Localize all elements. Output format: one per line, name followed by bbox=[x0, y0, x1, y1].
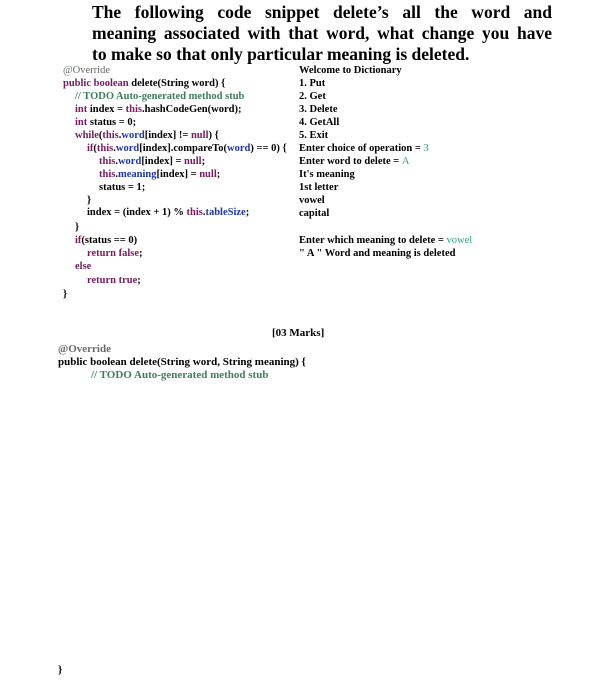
code-keyword: this bbox=[102, 130, 119, 141]
code-keyword: this bbox=[96, 143, 114, 154]
code-text: .hashCodeGen(word); bbox=[141, 104, 242, 115]
method-signature bbox=[63, 78, 225, 89]
word-null-line bbox=[99, 156, 205, 167]
console-title: Welcome to Dictionary bbox=[299, 65, 402, 76]
index-update-line bbox=[87, 207, 249, 218]
question-text bbox=[92, 2, 552, 65]
code-field: meaning bbox=[117, 169, 157, 180]
word-prompt: Enter word to delete = bbox=[299, 156, 402, 167]
code-text: ; bbox=[201, 156, 206, 167]
closing-brace-if: } bbox=[87, 195, 92, 206]
meaning-null-line bbox=[99, 169, 220, 180]
closing-brace-while: } bbox=[75, 222, 80, 233]
code-text: [index] = bbox=[141, 156, 185, 167]
choice-value: 3 bbox=[423, 143, 429, 154]
code-text: ( bbox=[93, 143, 97, 154]
code-text: . bbox=[113, 143, 116, 154]
code-text: . bbox=[118, 130, 122, 141]
code-text: ; bbox=[137, 275, 141, 286]
code-text: index = (index + 1) % bbox=[87, 207, 187, 218]
code-text: ) { bbox=[208, 130, 219, 141]
code-field: tableSize bbox=[205, 207, 246, 218]
code-keyword: true bbox=[118, 275, 138, 286]
menu-item-delete: 3. Delete bbox=[299, 104, 338, 115]
code-keyword: null bbox=[184, 156, 202, 167]
code-text: ; bbox=[139, 248, 143, 259]
index-declaration bbox=[75, 104, 241, 115]
code-text: index = bbox=[87, 104, 126, 115]
return-false-line bbox=[87, 248, 143, 259]
choice-prompt: Enter choice of operation = bbox=[299, 143, 424, 154]
meaning-prompt-line bbox=[299, 235, 472, 246]
meaning-line-1: It's meaning bbox=[299, 169, 355, 180]
code-keyword: if bbox=[75, 235, 82, 246]
code-keyword: if bbox=[87, 143, 94, 154]
code-keyword: int bbox=[75, 117, 88, 128]
question-line-1: The following code snippet delete’s all the word and bbox=[92, 2, 552, 22]
meaning-line-2: 1st letter bbox=[299, 182, 339, 193]
code-text: [index].compareTo( bbox=[139, 143, 228, 154]
code-text: ( bbox=[98, 130, 103, 141]
code-field: word bbox=[227, 143, 251, 154]
if-status-line bbox=[75, 235, 137, 246]
delete-result: " A " Word and meaning is deleted bbox=[299, 248, 456, 259]
code-text: . bbox=[115, 169, 118, 180]
code-text: (status == 0) bbox=[81, 235, 138, 246]
code-keyword: this bbox=[186, 207, 203, 218]
code-keyword: null bbox=[199, 169, 217, 180]
meaning-prompt: Enter which meaning to delete = bbox=[299, 235, 447, 246]
code-keyword: this bbox=[99, 156, 116, 167]
code-text: ; bbox=[245, 207, 250, 218]
menu-item-put: 1. Put bbox=[299, 78, 326, 89]
return-true-line bbox=[87, 275, 141, 286]
code-keyword: return bbox=[87, 248, 116, 259]
code-text: . bbox=[115, 156, 118, 167]
todo-comment: // TODO Auto-generated method stub bbox=[75, 91, 245, 102]
todo-comment-2: // TODO Auto-generated method stub bbox=[91, 369, 269, 381]
code-field: word bbox=[115, 143, 140, 154]
code-field: word bbox=[121, 130, 145, 141]
code-keyword: while bbox=[75, 130, 99, 141]
method-signature-2: public boolean delete(String word, String meaning) { bbox=[58, 356, 306, 368]
code-keyword: public boolean bbox=[63, 78, 129, 89]
code-keyword: null bbox=[190, 130, 209, 141]
code-keyword: false bbox=[118, 248, 140, 259]
code-text: . bbox=[202, 207, 206, 218]
code-keyword: this bbox=[99, 169, 116, 180]
code-text: status = 0; bbox=[87, 117, 137, 128]
meaning-value: vowel bbox=[446, 235, 473, 246]
word-value: A bbox=[401, 156, 410, 167]
else-line: else bbox=[75, 261, 92, 272]
code-text: ; bbox=[216, 169, 221, 180]
meaning-line-3: vowel bbox=[299, 195, 325, 206]
override-annotation-2: @Override bbox=[58, 343, 111, 355]
code-keyword: this bbox=[125, 104, 142, 115]
if-compare-line bbox=[87, 143, 287, 154]
code-text: [index] = bbox=[156, 169, 200, 180]
status-declaration bbox=[75, 117, 136, 128]
word-prompt-line bbox=[299, 156, 410, 167]
marks-label: [03 Marks] bbox=[272, 327, 325, 339]
menu-item-getall: 4. GetAll bbox=[299, 117, 340, 128]
status-set-line: status = 1; bbox=[99, 182, 146, 193]
choice-prompt-line bbox=[299, 143, 429, 154]
code-field: word bbox=[117, 156, 142, 167]
question-line-2: meaning associated with that word, what change you have bbox=[92, 23, 552, 43]
closing-brace-method-2: } bbox=[58, 664, 63, 676]
while-loop-line bbox=[75, 130, 219, 141]
menu-item-get: 2. Get bbox=[299, 91, 326, 102]
code-keyword: return bbox=[87, 275, 116, 286]
menu-item-exit: 5. Exit bbox=[299, 130, 329, 141]
code-keyword: int bbox=[75, 104, 88, 115]
code-text: delete(String word) { bbox=[128, 78, 226, 89]
code-text: ) == 0) { bbox=[250, 143, 287, 154]
closing-brace-method: } bbox=[63, 289, 68, 300]
question-line-3: to make so that only particular meaning is deleted. bbox=[92, 44, 470, 64]
meaning-line-4: capital bbox=[299, 208, 330, 219]
override-annotation: @Override bbox=[63, 65, 110, 76]
code-text: [index] != bbox=[144, 130, 191, 141]
